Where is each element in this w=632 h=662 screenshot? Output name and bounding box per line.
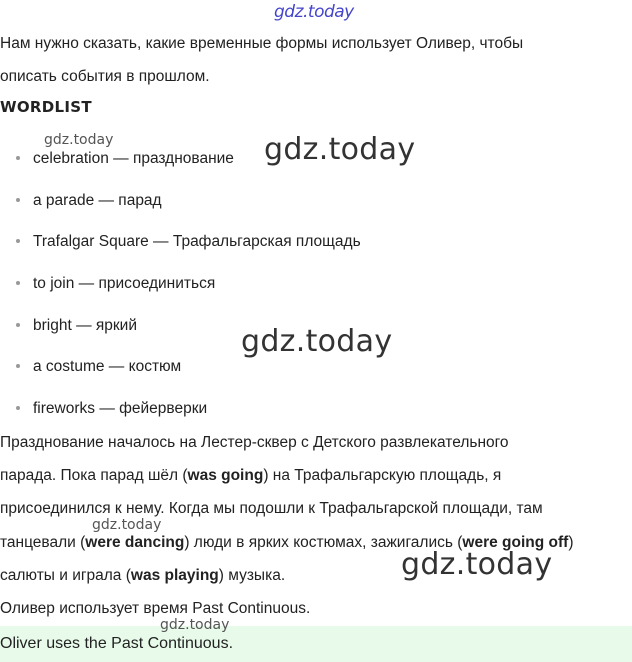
bullet-icon xyxy=(16,281,20,285)
list-item xyxy=(0,350,361,392)
watermark-large-2: gdz.today xyxy=(241,324,393,359)
bullet-icon xyxy=(16,198,20,202)
story-line-5: салюты и играла (was playing) музыка. xyxy=(0,567,286,584)
watermark-large-1: gdz.today xyxy=(264,132,416,167)
watermark-top: gdz.today xyxy=(274,2,354,22)
watermark-large-3: gdz.today xyxy=(401,547,553,582)
bullet-icon xyxy=(16,239,20,243)
list-item-text: Trafalgar Square — Трафальгарская площадь xyxy=(33,233,361,251)
conclusion: Оливер использует время Past Continuous. xyxy=(0,600,311,617)
watermark-small-1: gdz.today xyxy=(44,132,114,148)
story-line-3: присоединился к нему. Когда мы подошли к Трафальгарской площади, там xyxy=(0,500,543,517)
story-line-2: парада. Пока парад шёл (was going) на Трафальгарскую площадь, я xyxy=(0,467,502,484)
bullet-icon xyxy=(16,364,20,368)
verb-highlight: were dancing xyxy=(85,534,185,551)
list-item-text: celebration — празднование xyxy=(33,150,234,167)
wordlist-heading: WORDLIST xyxy=(0,98,92,116)
bullet-icon xyxy=(16,406,20,410)
intro-line-1: Нам нужно сказать, какие временные формы использует Оливер, чтобы xyxy=(0,35,524,52)
intro-line-2: описать события в прошлом. xyxy=(0,68,210,85)
verb-highlight: was playing xyxy=(130,567,219,584)
wordlist xyxy=(0,142,361,434)
story-line-1: Празднование началось на Лестер-сквер с Детского развлекательного xyxy=(0,434,509,451)
list-item-text: fireworks — фейерверки xyxy=(33,400,208,418)
list-item-text: a parade — парад xyxy=(33,191,162,209)
watermark-small-2: gdz.today xyxy=(92,517,162,533)
watermark-small-3: gdz.today xyxy=(160,617,230,633)
list-item xyxy=(0,142,361,184)
verb-highlight: were going off xyxy=(462,534,569,551)
story-line-4: танцевали (were dancing) люди в ярких костюмах, зажигались (were going off) xyxy=(0,534,574,551)
verb-highlight: was going xyxy=(187,467,264,484)
list-item xyxy=(0,309,361,351)
list-item-text: bright — яркий xyxy=(33,316,137,334)
list-item xyxy=(0,225,361,267)
bullet-icon xyxy=(16,156,20,160)
list-item-text: to join — присоединиться xyxy=(33,275,216,293)
answer-text: Oliver uses the Past Continuous. xyxy=(0,635,234,652)
list-item xyxy=(0,184,361,226)
list-item-text: a costume — костюм xyxy=(33,358,182,376)
list-item xyxy=(0,267,361,309)
bullet-icon xyxy=(16,323,20,327)
